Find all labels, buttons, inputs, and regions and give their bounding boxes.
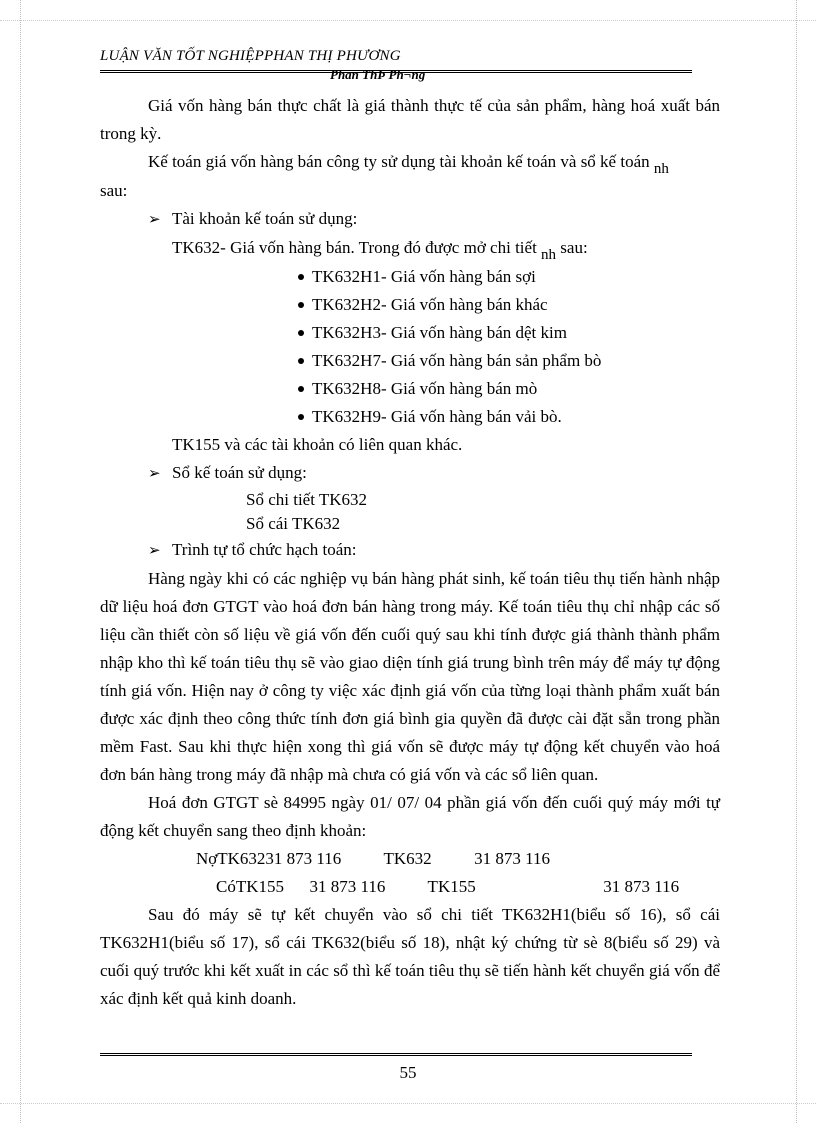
guide-line-top	[0, 20, 816, 21]
tk632-nh: nh	[541, 247, 557, 263]
list-item	[100, 347, 720, 375]
list-item-text: TK632H9- Giá vốn hàng bán vải bò.	[312, 407, 562, 426]
bullet-dot-icon	[298, 274, 304, 280]
guide-line-bottom	[0, 1103, 816, 1104]
paragraph-accounts-intro-nh: nh	[653, 161, 669, 177]
journal-entry-debit: NợTK63231 873 116 TK632 31 873 116	[196, 849, 551, 868]
bullet-dot-icon	[298, 302, 304, 308]
header-title: LUẬN VĂN TỐT NGHIỆPPHAN THỊ PHƯƠNG	[100, 48, 401, 64]
section-procedure-label: Trình tự tổ chức hạch toán:	[172, 540, 357, 559]
bullet-dot-icon	[298, 414, 304, 420]
tk632-end: sau:	[556, 238, 588, 257]
header-author: Phan ThÞ Ph¬ng	[330, 67, 426, 82]
ledger-detail: Sổ chi tiết TK632	[246, 490, 368, 509]
tk632-line	[100, 234, 720, 263]
guide-line-left	[20, 0, 21, 1123]
paragraph-accounts-intro	[100, 148, 720, 205]
page-body	[100, 92, 720, 1013]
bullet-dot-icon	[298, 358, 304, 364]
tk155-line: TK155 và các tài khoản có liên quan khác.	[172, 435, 463, 454]
paragraph-procedure: Hàng ngày khi có các nghiệp vụ bán hàng phát sinh, kế toán tiêu thụ tiến hành nhập dữ liệu hoá đơn GTGT vào hoá đơn bán hàng trong máy. Kế toán tiêu thụ chỉ nhập các số liệu cần thiết còn số liệu về giá vốn đến cuối quý sau khi tính được giá thành thành phẩm nhập kho thì kế toán tiêu thụ sẽ vào giao diện tính giá trung bình trên máy để máy tự động tính giá vốn. Hiện nay ở công ty việc xác định giá vốn của từng loại thành phẩm xuất bán được xác định theo công thức tính đơn giá bình gia quyền đã được cài đặt sẵn trong phần mềm Fast. Sau khi thực hiện xong thì giá vốn sẽ được máy tự động kết chuyển vào hoá đơn bán hàng trong máy đã nhập mà chưa có giá vốn và các sổ liên quan.	[100, 569, 720, 784]
ledger-general: Sổ cái TK632	[246, 514, 341, 533]
journal-entry-credit: CóTK155 31 873 116 TK155 31 873 116	[216, 877, 680, 896]
list-item-text: TK632H3- Giá vốn hàng bán dệt kim	[312, 323, 567, 342]
arrow-bullet-icon: ➢	[148, 543, 161, 559]
guide-line-right	[796, 0, 797, 1123]
list-item-text: TK632H2- Giá vốn hàng bán khác	[312, 295, 548, 314]
section-procedure	[100, 536, 720, 565]
section-ledgers-used	[100, 459, 720, 488]
paragraph-transfer: Sau đó máy sẽ tự kết chuyển vào sổ chi tiết TK632H1(biểu số 16), sổ cái TK632H1(biểu số 17), sổ cái TK632(biểu số 18), nhật ký chứng từ sè 8(biểu số 29) và cuối quý trước khi kết xuất in các sổ thì kế toán tiêu thụ sẽ tiến hành kết chuyển giá vốn để xác định kết quả kinh doanh.	[100, 905, 720, 1008]
list-item-text: TK632H7- Giá vốn hàng bán sản phẩm bò	[312, 351, 602, 370]
list-item	[100, 319, 720, 347]
page-number: 55	[399, 1063, 417, 1082]
tk632-text: TK632- Giá vốn hàng bán. Trong đó được mở chi tiết	[172, 238, 542, 257]
arrow-bullet-icon: ➢	[148, 466, 161, 482]
list-item	[100, 291, 720, 319]
list-item-text: TK632H1- Giá vốn hàng bán sợi	[312, 267, 536, 286]
footer-rule	[100, 1053, 692, 1056]
paragraph-invoice: Hoá đơn GTGT sè 84995 ngày 01/ 07/ 04 phần giá vốn đến cuối quý máy mới tự động kết chuyển sang theo định khoản:	[100, 793, 720, 840]
arrow-bullet-icon: ➢	[148, 212, 161, 228]
list-item	[100, 263, 720, 291]
list-item	[100, 375, 720, 403]
section-accounts-used-label: Tài khoản kế toán sử dụng:	[172, 209, 358, 228]
section-accounts-used	[100, 205, 720, 234]
list-item-text: TK632H8- Giá vốn hàng bán mò	[312, 379, 538, 398]
bullet-dot-icon	[298, 330, 304, 336]
sub-account-list	[100, 263, 720, 431]
bullet-dot-icon	[298, 386, 304, 392]
paragraph-accounts-intro-end: sau:	[100, 181, 128, 200]
paragraph-cost-definition: Giá vốn hàng bán thực chất là giá thành thực tế của sản phẩm, hàng hoá xuất bán trong kỳ.	[100, 96, 720, 143]
list-item	[100, 403, 720, 431]
section-ledgers-used-label: Sổ kế toán sử dụng:	[172, 463, 307, 482]
paragraph-accounts-intro-text: Kế toán giá vốn hàng bán công ty sử dụng tài khoản kế toán và sổ kế toán	[148, 152, 654, 171]
